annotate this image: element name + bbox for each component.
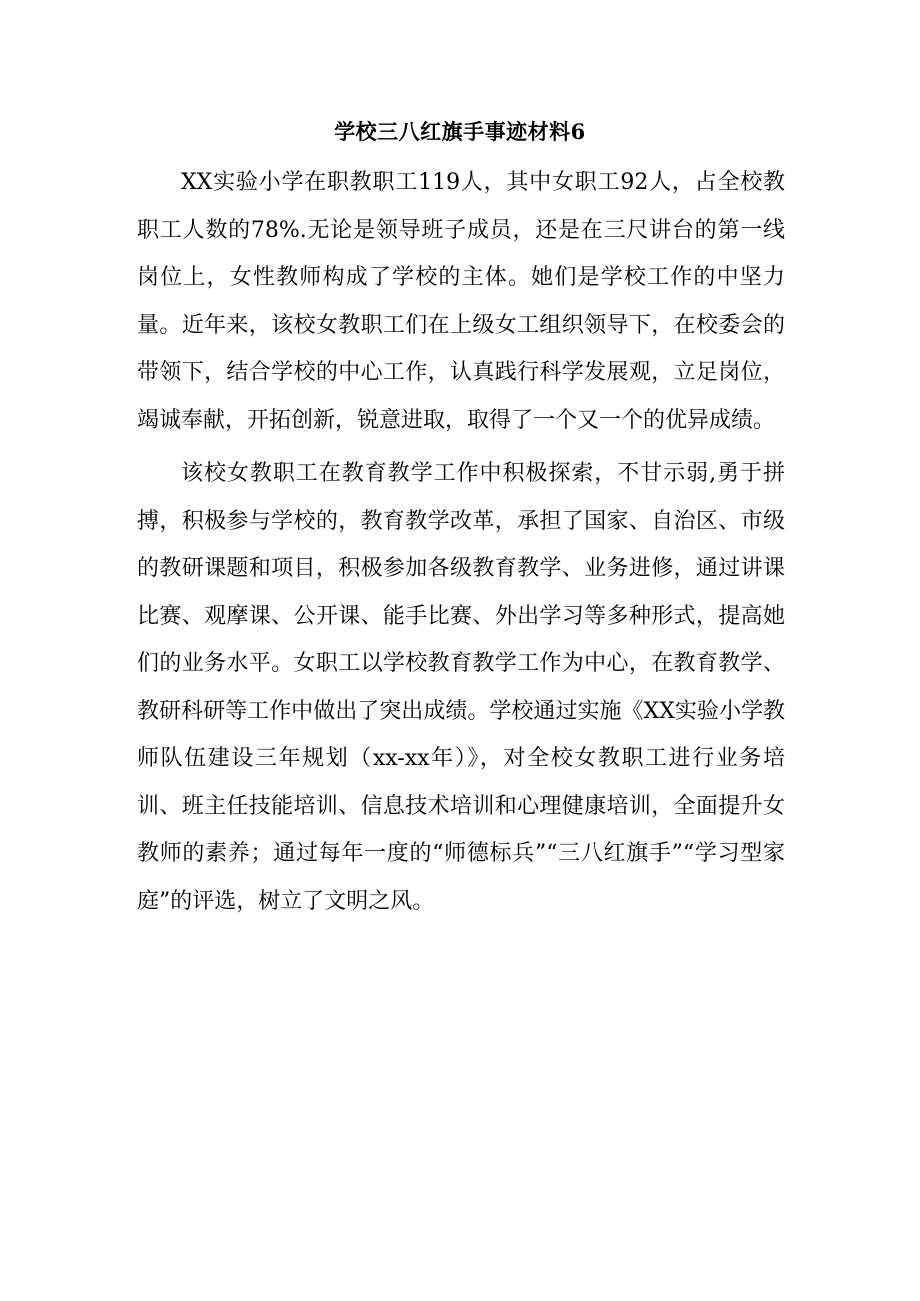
paragraph-1: XX实验小学在职教职工119人，其中女职工92人，占全校教职工人数的78%.无论是领导班子成员，还是在三尺讲台的第一线岗位上，女性教师构成了学校的主体。她们是学校工作的中坚力量。近年来，该校女教职工们在上级女工组织领导下，在校委会的带领下，结合学校的中心工作，认真践行科学发展观，立足岗位，竭诚奉献，开拓创新，锐意进取，取得了一个又一个的优异成绩。 <box>137 170 785 433</box>
document-title: 学校三八红旗手事迹材料6 <box>334 119 586 144</box>
document-body <box>137 159 785 931</box>
paragraph-2: 该校女教职工在教育教学工作中积极探索，不甘示弱,勇于拼搏，积极参与学校的，教育教学改革，承担了国家、自治区、市级的教研课题和项目，积极参加各级教育教学、业务进修，通过讲课比赛、观摩课、公开课、能手比赛、外出学习等多种形式，提高她们的业务水平。女职工以学校教育教学工作为中心，在教育教学、教研科研等工作中做出了突出成绩。学校通过实施《XX实验小学教师队伍建设三年规划（xx-xx年）》，对全校女教职工进行业务培训、班主任技能培训、信息技术培训和心理健康培训，全面提升女教师的素养；通过每年一度的“师德标兵”“三八红旗手”“学习型家庭”的评选，树立了文明之风。 <box>137 461 785 914</box>
